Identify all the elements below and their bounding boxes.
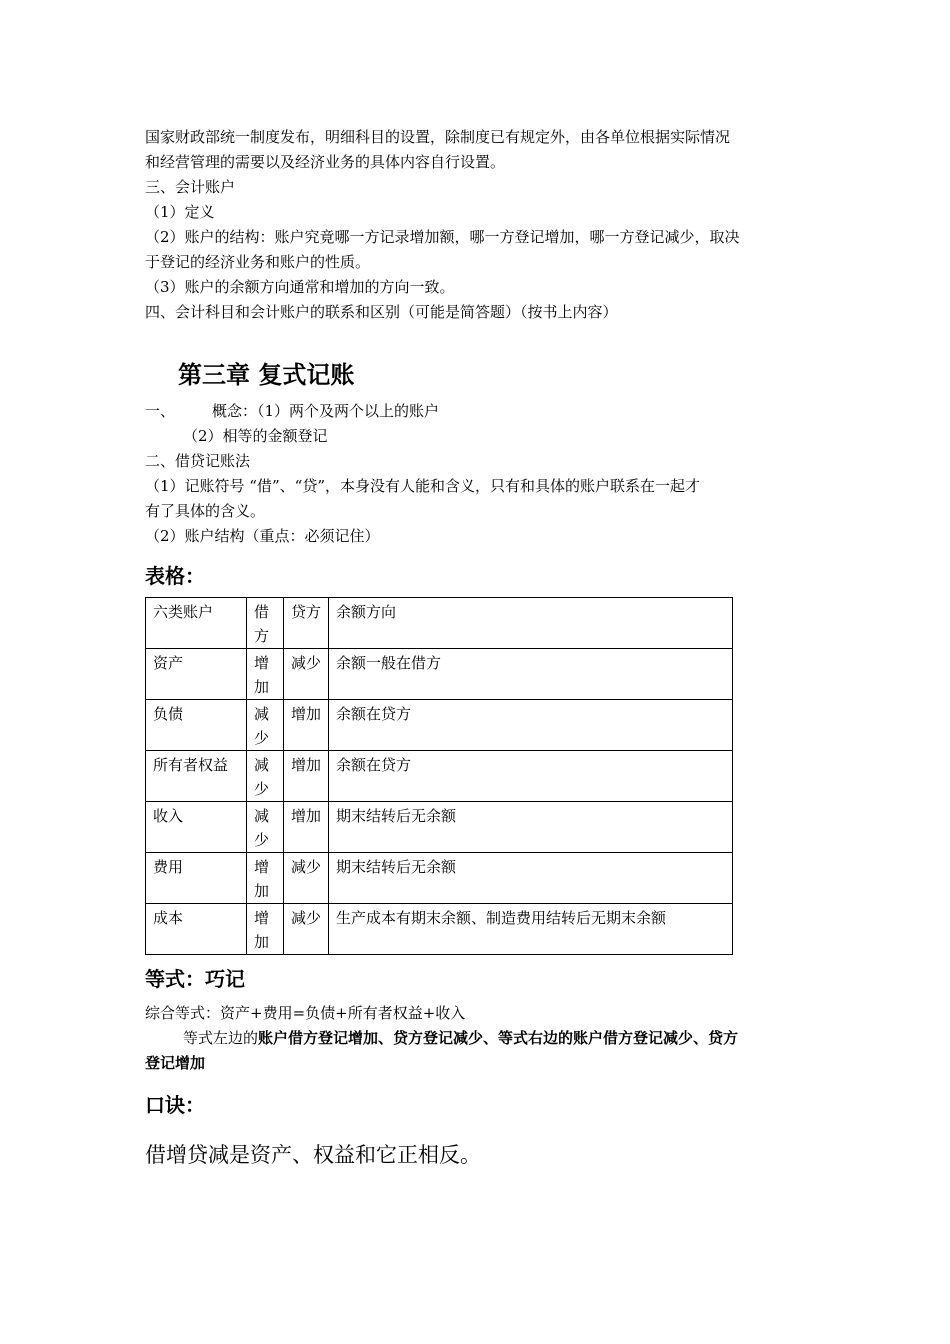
list-item-symbols-cont: 有了具体的含义。 <box>145 502 266 520</box>
debit-cell: 减少 <box>247 751 284 802</box>
chapter-title: 第三章 复式记账 <box>178 360 355 389</box>
list-item-symbols: （1）记账符号 “借”、“贷”，本身没有人能和含义，只有和具体的账户联系在一起才 <box>145 477 700 495</box>
table-row <box>146 802 733 853</box>
paragraph-line: 和经营管理的需要以及经济业务的具体内容自行设置。 <box>145 153 506 171</box>
debit-cell: 借方 <box>247 598 284 649</box>
account-type-cell: 收入 <box>146 802 247 853</box>
equation-formula: 综合等式：资产+费用=负债+所有者权益+收入 <box>145 1004 466 1022</box>
section-heading-relation: 四、会计科目和会计账户的联系和区别（可能是简答题）（按书上内容） <box>145 303 618 321</box>
balance-cell: 期末结转后无余额 <box>329 853 733 904</box>
list-item-structure: （2）账户的结构：账户究竟哪一方记录增加额，哪一方登记增加，哪一方登记减少，取决 <box>145 228 740 246</box>
account-type-cell: 成本 <box>146 904 247 955</box>
debit-cell: 减少 <box>247 700 284 751</box>
list-item-account-structure: （2）账户结构（重点：必须记住） <box>145 527 380 545</box>
balance-cell: 生产成本有期末余额、制造费用结转后无期末余额 <box>329 904 733 955</box>
table-row <box>146 904 733 955</box>
credit-cell: 减少 <box>284 853 329 904</box>
table-header-row <box>146 598 733 649</box>
credit-cell: 增加 <box>284 802 329 853</box>
table-row <box>146 700 733 751</box>
account-type-cell: 费用 <box>146 853 247 904</box>
equation-rule-bold-cont: 登记增加 <box>145 1054 206 1072</box>
equation-rule-line <box>145 1026 810 1051</box>
list-item-structure-cont: 于登记的经济业务和账户的性质。 <box>145 253 371 271</box>
account-type-cell: 六类账户 <box>146 598 247 649</box>
balance-cell: 余额一般在借方 <box>329 649 733 700</box>
account-table <box>145 597 733 955</box>
debit-cell: 增加 <box>247 649 284 700</box>
account-type-cell: 负债 <box>146 700 247 751</box>
concept-line <box>145 399 810 424</box>
mnemonic-heading: 口诀： <box>145 1093 205 1117</box>
table-row <box>146 649 733 700</box>
table-row <box>146 853 733 904</box>
section-heading-debit-credit: 二、借贷记账法 <box>145 452 251 470</box>
equation-rule-prefix: 等式左边的 <box>183 1029 259 1047</box>
credit-cell: 增加 <box>284 700 329 751</box>
debit-cell: 增加 <box>247 853 284 904</box>
concept-text: 概念：（1）两个及两个以上的账户 <box>212 402 440 420</box>
credit-cell: 贷方 <box>284 598 329 649</box>
mnemonic-text: 借增贷减是资产、权益和它正相反。 <box>145 1143 481 1167</box>
balance-cell: 余额在贷方 <box>329 751 733 802</box>
account-table-body <box>146 598 733 955</box>
concept-number: 一、 <box>145 402 176 420</box>
equation-heading: 等式：巧记 <box>145 967 245 991</box>
balance-cell: 余额在贷方 <box>329 700 733 751</box>
debit-cell: 增加 <box>247 904 284 955</box>
balance-cell: 期末结转后无余额 <box>329 802 733 853</box>
table-heading: 表格： <box>145 564 205 588</box>
equation-section <box>145 1001 810 1076</box>
credit-cell: 减少 <box>284 904 329 955</box>
credit-cell: 增加 <box>284 751 329 802</box>
paragraph-line: 国家财政部统一制度发布，明细科目的设置，除制度已有规定外，由各单位根据实际情况 <box>145 128 731 146</box>
credit-cell: 减少 <box>284 649 329 700</box>
concept-line-2: （2）相等的金额登记 <box>183 427 328 445</box>
list-item-definition: （1）定义 <box>145 203 215 221</box>
debit-cell: 减少 <box>247 802 284 853</box>
account-type-cell: 资产 <box>146 649 247 700</box>
intro-section <box>145 125 810 325</box>
section-heading-accounts: 三、会计账户 <box>145 178 236 196</box>
equation-rule-bold: 账户借方登记增加、贷方登记减少、等式右边的账户借方登记减少、贷方 <box>258 1029 739 1047</box>
chapter-section <box>145 399 810 549</box>
balance-cell: 余额方向 <box>329 598 733 649</box>
table-row <box>146 751 733 802</box>
account-type-cell: 所有者权益 <box>146 751 247 802</box>
list-item-balance: （3）账户的余额方向通常和增加的方向一致。 <box>145 278 455 296</box>
